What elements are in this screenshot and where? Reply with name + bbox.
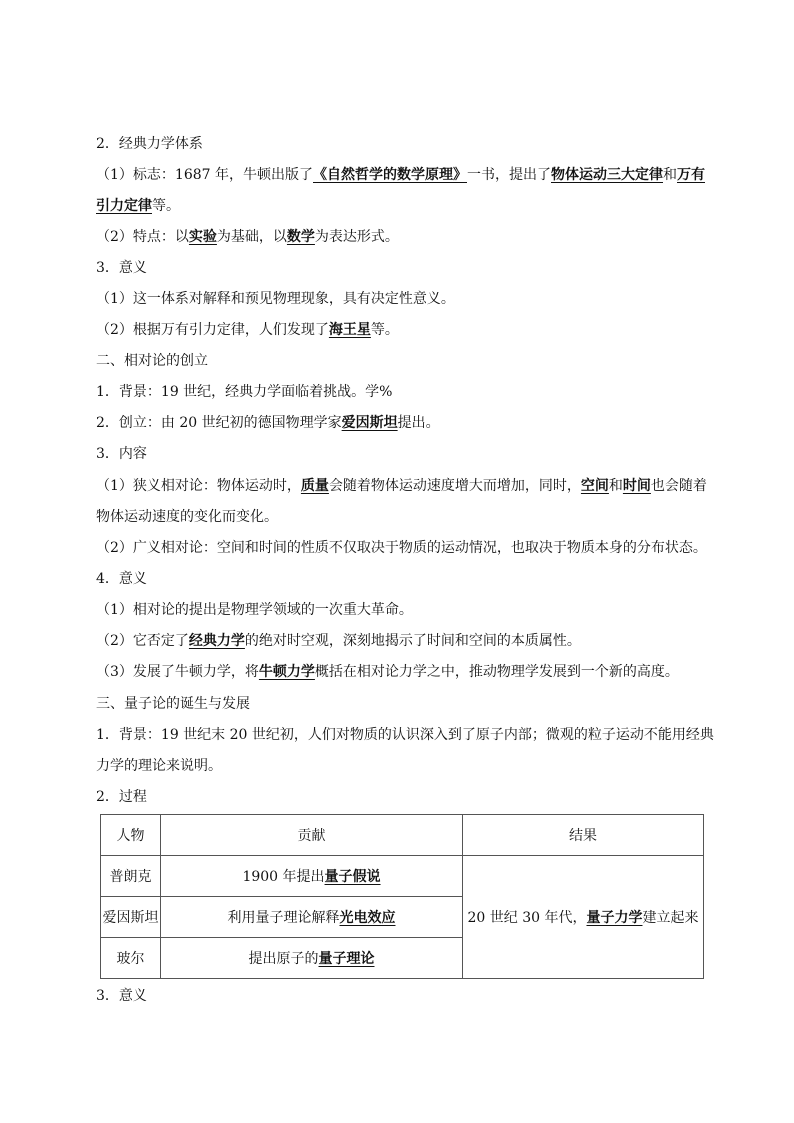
- paragraph-feature: [96, 227, 399, 247]
- table-header-contribution: 贡献: [161, 815, 463, 856]
- text-segment: 也会随着: [650, 478, 707, 494]
- paragraph-quantum-background-line1: 1．背景：19 世纪末 20 世纪初，人们对物质的认识深入到了原子内部；微观的粒子运动不能用经典: [96, 727, 714, 743]
- text-segment: 为表达形式。: [314, 229, 399, 245]
- keyword-term: 量子理论: [318, 951, 375, 967]
- paragraph-quantum-background-line2: 力学的理论来说明。: [96, 758, 222, 774]
- paragraph-relativity-background: 1．背景：19 世纪，经典力学面临着挑战。学%: [96, 384, 393, 400]
- keyword-term: 空间: [580, 478, 609, 494]
- heading-quantum-meaning: 3．意义: [96, 988, 147, 1004]
- keyword-term: 《自然哲学的数学原理》: [313, 167, 467, 183]
- text-segment: 利用量子理论解释: [227, 910, 340, 926]
- keyword-term: 爱因斯坦: [341, 415, 398, 431]
- keyword-term: 经典力学: [188, 633, 245, 649]
- keyword-term: 时间: [622, 478, 651, 494]
- table-header-person: 人物: [101, 815, 161, 856]
- text-segment: 会随着物体运动速度增大而增加，同时，: [328, 478, 581, 494]
- paragraph-relativity-meaning-3: [96, 662, 679, 682]
- table-cell-contribution: [161, 856, 463, 897]
- keyword-term: 物体运动三大定律: [551, 167, 663, 183]
- paragraph-sign-line1: [96, 165, 705, 185]
- table-cell-result: [463, 856, 704, 979]
- keyword-term: 海王星: [328, 322, 371, 338]
- text-segment: 等。: [370, 322, 399, 338]
- text-segment: 和: [663, 167, 677, 183]
- table-cell-person: 玻尔: [101, 938, 161, 979]
- text-segment: 建立起来: [642, 910, 699, 926]
- keyword-term: 量子假说: [324, 869, 381, 885]
- keyword-term: 量子力学: [586, 910, 643, 926]
- keyword-term: 数学: [286, 229, 315, 245]
- paragraph-relativity-creation: [96, 413, 440, 433]
- paragraph-general-relativity: （2）广义相对论：空间和时间的性质不仅取决于物质的运动情况，也取决于物质本身的分布状态。: [96, 540, 707, 556]
- text-segment: 提出原子的: [248, 951, 319, 967]
- paragraph-significance-1: （1）这一体系对解释和预见物理现象，具有决定性意义。: [96, 291, 455, 307]
- text-segment: 1900 年提出: [242, 869, 325, 885]
- heading-relativity-content: 3．内容: [96, 446, 147, 462]
- text-segment: 为基础，以: [216, 229, 287, 245]
- text-segment: （1）标志：1687 年，牛顿出版了: [96, 167, 313, 183]
- paragraph-sign-line2: [96, 196, 180, 216]
- keyword-term: 质量: [300, 478, 329, 494]
- text-segment: 提出。: [397, 415, 440, 431]
- heading-quantum-process: 2．过程: [96, 789, 147, 805]
- paragraph-relativity-meaning-2: [96, 631, 581, 651]
- table-row: [101, 856, 704, 897]
- text-segment: （2）特点：以: [96, 229, 189, 245]
- paragraph-special-relativity-line1: [96, 476, 707, 496]
- table-cell-contribution: [161, 897, 463, 938]
- heading-significance: 3．意义: [96, 260, 147, 276]
- text-segment: （3）发展了牛顿力学，将: [96, 664, 259, 680]
- text-segment: 概括在相对论力学之中，推动物理学发展到一个新的高度。: [314, 664, 679, 680]
- text-segment: 20 世纪 30 年代，: [467, 910, 587, 926]
- text-segment: 2．创立：由 20 世纪初的德国物理学家: [96, 415, 342, 431]
- text-segment: （1）狭义相对论：物体运动时，: [96, 478, 301, 494]
- keyword-term: 引力定律: [96, 198, 152, 214]
- text-segment: （2）它否定了: [96, 633, 189, 649]
- keyword-term: 万有: [677, 167, 705, 183]
- paragraph-significance-2: [96, 320, 399, 340]
- heading-relativity: 二、相对论的创立: [96, 353, 208, 369]
- quantum-process-table: [100, 814, 704, 979]
- paragraph-special-relativity-line2: 物体运动速度的变化而变化。: [96, 509, 278, 525]
- text-segment: 的绝对时空观，深刻地揭示了时间和空间的本质属性。: [244, 633, 581, 649]
- text-segment: （2）根据万有引力定律，人们发现了: [96, 322, 329, 338]
- text-segment: 一书，提出了: [467, 167, 551, 183]
- paragraph-relativity-meaning-1: （1）相对论的提出是物理学领域的一次重大革命。: [96, 602, 413, 618]
- heading-relativity-meaning: 4．意义: [96, 571, 147, 587]
- table-cell-person: 爱因斯坦: [101, 897, 161, 938]
- heading-quantum: 三、量子论的诞生与发展: [96, 696, 250, 712]
- text-segment: 等。: [152, 198, 180, 214]
- table-header-row: [101, 815, 704, 856]
- heading-classical-mechanics: 2．经典力学体系: [96, 136, 203, 152]
- table-cell-contribution: [161, 938, 463, 979]
- table-header-result: 结果: [463, 815, 704, 856]
- keyword-term: 牛顿力学: [258, 664, 315, 680]
- table-cell-person: 普朗克: [101, 856, 161, 897]
- text-segment: 和: [608, 478, 623, 494]
- keyword-term: 实验: [188, 229, 217, 245]
- keyword-term: 光电效应: [339, 910, 396, 926]
